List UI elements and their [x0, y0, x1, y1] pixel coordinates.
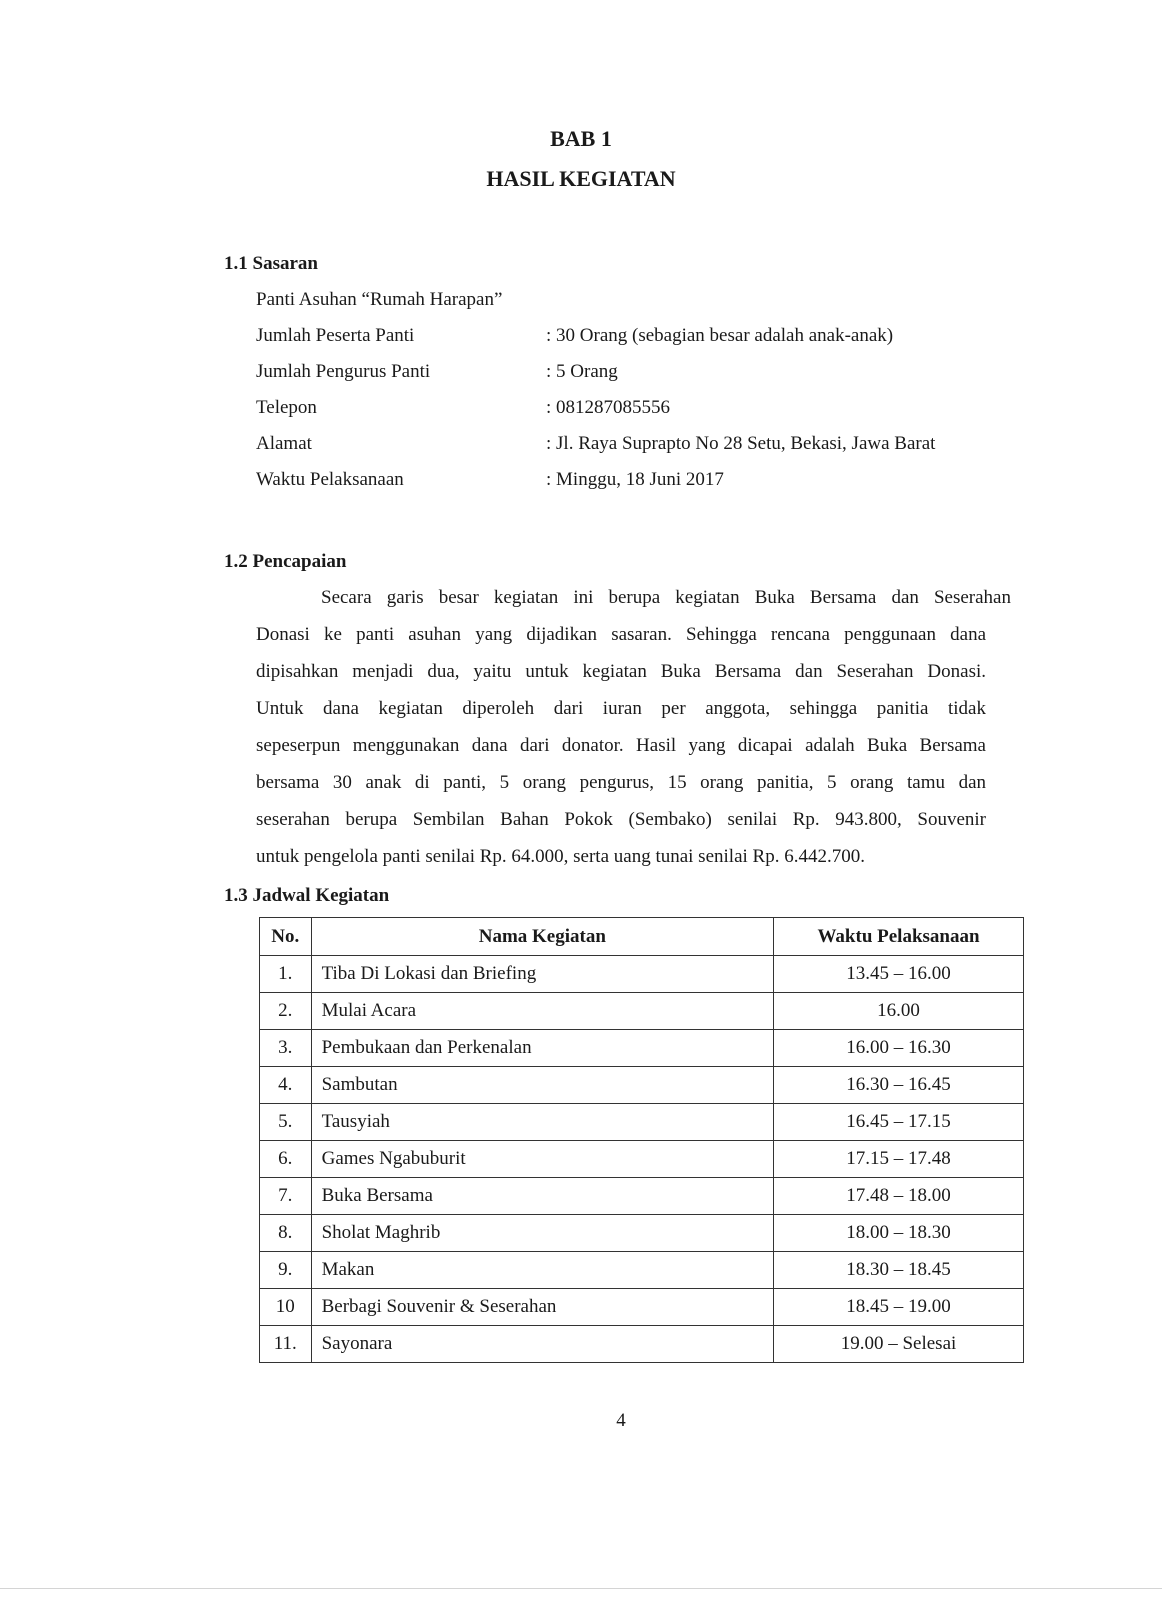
chapter-title: HASIL KEGIATAN: [486, 166, 676, 191]
row-name: Makan: [311, 1252, 773, 1289]
table-row: [260, 993, 1024, 1030]
row-no: 7.: [260, 1178, 312, 1215]
info-label: Alamat: [256, 433, 312, 454]
info-value: : Minggu, 18 Juni 2017: [546, 469, 724, 490]
page-edge: [0, 1588, 1162, 1589]
paragraph-line: Untuk dana kegiatan diperoleh dari iuran per anggota, sehingga panitia tidak: [256, 698, 986, 719]
row-time: 17.48 – 18.00: [774, 1178, 1024, 1215]
row-time: 18.45 – 19.00: [774, 1289, 1024, 1326]
row-time: 13.45 – 16.00: [774, 956, 1024, 993]
row-time: 17.15 – 17.48: [774, 1141, 1024, 1178]
row-no: 5.: [260, 1104, 312, 1141]
paragraph-line: sepeserpun menggunakan dana dari donator. Hasil yang dicapai adalah Buka Bersama: [256, 735, 986, 756]
row-no: 6.: [260, 1141, 312, 1178]
row-name: Sholat Maghrib: [311, 1215, 773, 1252]
schedule-table: [259, 917, 1024, 1363]
row-no: 11.: [260, 1326, 312, 1363]
table-row: [260, 1326, 1024, 1363]
table-header-row: [260, 918, 1024, 956]
table-row: [260, 1104, 1024, 1141]
info-label: Jumlah Pengurus Panti: [256, 361, 431, 382]
table-row: [260, 1252, 1024, 1289]
row-time: 16.45 – 17.15: [774, 1104, 1024, 1141]
row-no: 9.: [260, 1252, 312, 1289]
section-heading-sasaran: 1.1 Sasaran: [224, 253, 318, 274]
table-row: [260, 1215, 1024, 1252]
table-row: [260, 1178, 1024, 1215]
header-waktu-pelaksanaan: Waktu Pelaksanaan: [774, 918, 1024, 956]
page-number: 4: [616, 1410, 626, 1431]
header-nama-kegiatan: Nama Kegiatan: [311, 918, 773, 956]
row-time: 16.00: [774, 993, 1024, 1030]
row-name: Tiba Di Lokasi dan Briefing: [311, 956, 773, 993]
row-name: Sambutan: [311, 1067, 773, 1104]
row-name: Pembukaan dan Perkenalan: [311, 1030, 773, 1067]
info-label: Waktu Pelaksanaan: [256, 469, 404, 490]
info-label: Telepon: [256, 397, 317, 418]
paragraph-line: bersama 30 anak di panti, 5 orang pengurus, 15 orang panitia, 5 orang tamu dan: [256, 772, 986, 793]
section-heading-pencapaian: 1.2 Pencapaian: [224, 551, 347, 572]
row-no: 2.: [260, 993, 312, 1030]
paragraph-line: seserahan berupa Sembilan Bahan Pokok (Sembako) senilai Rp. 943.800, Souvenir: [256, 809, 986, 830]
table-row: [260, 1141, 1024, 1178]
row-name: Berbagi Souvenir & Seserahan: [311, 1289, 773, 1326]
paragraph-line: dipisahkan menjadi dua, yaitu untuk kegiatan Buka Bersama dan Seserahan Donasi.: [256, 661, 986, 682]
paragraph-line: Secara garis besar kegiatan ini berupa kegiatan Buka Bersama dan Seserahan: [321, 587, 1011, 608]
row-time: 16.00 – 16.30: [774, 1030, 1024, 1067]
table-row: [260, 1289, 1024, 1326]
row-no: 1.: [260, 956, 312, 993]
row-no: 4.: [260, 1067, 312, 1104]
section-heading-jadwal: 1.3 Jadwal Kegiatan: [224, 885, 390, 906]
table-row: [260, 1067, 1024, 1104]
row-no: 3.: [260, 1030, 312, 1067]
row-time: 19.00 – Selesai: [774, 1326, 1024, 1363]
row-time: 18.00 – 18.30: [774, 1215, 1024, 1252]
row-no: 8.: [260, 1215, 312, 1252]
paragraph-line: untuk pengelola panti senilai Rp. 64.000, serta uang tunai senilai Rp. 6.442.700.: [256, 846, 865, 867]
header-no: No.: [260, 918, 312, 956]
paragraph-line: Donasi ke panti asuhan yang dijadikan sasaran. Sehingga rencana penggunaan dana: [256, 624, 986, 645]
info-label: Jumlah Peserta Panti: [256, 325, 415, 346]
row-time: 18.30 – 18.45: [774, 1252, 1024, 1289]
row-name: Tausyiah: [311, 1104, 773, 1141]
table-row: [260, 1030, 1024, 1067]
row-name: Mulai Acara: [311, 993, 773, 1030]
info-value: : Jl. Raya Suprapto No 28 Setu, Bekasi, Jawa Barat: [546, 433, 936, 454]
table-row: [260, 956, 1024, 993]
row-time: 16.30 – 16.45: [774, 1067, 1024, 1104]
info-value: : 081287085556: [546, 397, 671, 418]
info-value: : 30 Orang (sebagian besar adalah anak-anak): [546, 325, 894, 346]
row-no: 10: [260, 1289, 312, 1326]
row-name: Sayonara: [311, 1326, 773, 1363]
row-name: Games Ngabuburit: [311, 1141, 773, 1178]
chapter-number: BAB 1: [550, 126, 612, 151]
target-name: Panti Asuhan “Rumah Harapan”: [256, 289, 503, 310]
row-name: Buka Bersama: [311, 1178, 773, 1215]
info-value: : 5 Orang: [546, 361, 618, 382]
